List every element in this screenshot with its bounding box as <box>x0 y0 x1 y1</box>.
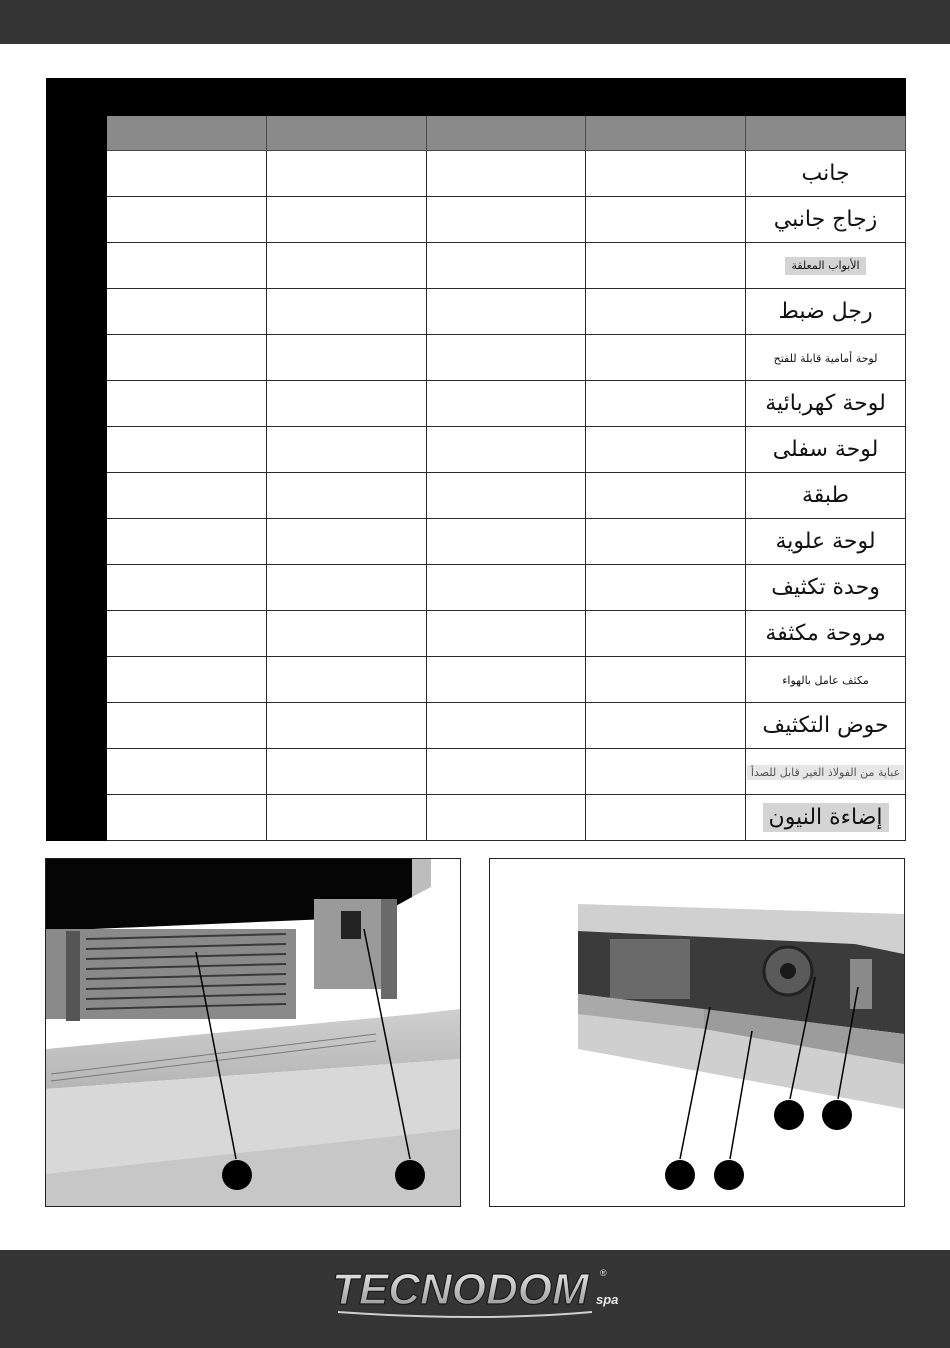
empty-cell <box>267 473 427 519</box>
part-label-cell <box>746 565 906 611</box>
row-number-cell <box>47 657 107 703</box>
empty-cell <box>107 657 267 703</box>
empty-cell <box>107 473 267 519</box>
empty-cell <box>107 749 267 795</box>
empty-cell <box>427 151 586 197</box>
empty-cell <box>427 749 586 795</box>
part-label: لوحة كهربائية <box>765 390 886 416</box>
table-row <box>47 565 906 611</box>
condenser-fan-illustration <box>490 859 904 1206</box>
part-label-cell <box>746 749 906 795</box>
empty-cell <box>427 703 586 749</box>
registered-mark: ® <box>600 1268 607 1278</box>
top-bar <box>0 0 950 44</box>
header-cell <box>586 116 746 151</box>
callout-marker <box>774 1100 804 1130</box>
empty-cell <box>586 427 746 473</box>
empty-cell <box>107 703 267 749</box>
empty-cell <box>586 703 746 749</box>
part-label: حوض التكثيف <box>762 712 889 738</box>
table-row <box>47 335 906 381</box>
empty-cell <box>586 381 746 427</box>
empty-cell <box>107 519 267 565</box>
row-number-cell <box>47 519 107 565</box>
callout-marker <box>665 1160 695 1190</box>
empty-cell <box>107 427 267 473</box>
empty-cell <box>107 611 267 657</box>
empty-cell <box>586 473 746 519</box>
table-row <box>47 611 906 657</box>
empty-cell <box>427 565 586 611</box>
part-label: مكثف عامل بالهواء <box>782 674 869 688</box>
empty-cell <box>267 427 427 473</box>
parts-table <box>46 78 906 841</box>
header-cell <box>746 116 906 151</box>
part-label: الأبواب المعلقة <box>785 257 865 275</box>
callout-marker <box>395 1160 425 1190</box>
header-cell <box>267 116 427 151</box>
table-row <box>47 151 906 197</box>
empty-cell <box>586 197 746 243</box>
header-cell <box>107 116 267 151</box>
callout-marker <box>822 1100 852 1130</box>
part-label: عباية من الفولاذ الغير قابل للصدأ <box>747 765 904 781</box>
part-label: رجل ضبط <box>778 298 873 324</box>
empty-cell <box>427 611 586 657</box>
part-label-cell <box>746 519 906 565</box>
table-row <box>47 749 906 795</box>
row-number-cell <box>47 289 107 335</box>
empty-cell <box>107 289 267 335</box>
empty-cell <box>427 381 586 427</box>
condenser-unit-illustration <box>46 859 460 1206</box>
part-label: وحدة تكثيف <box>771 574 880 600</box>
empty-cell <box>107 335 267 381</box>
empty-cell <box>586 519 746 565</box>
table-title-bar <box>47 79 906 116</box>
empty-cell <box>107 243 267 289</box>
empty-cell <box>107 795 267 841</box>
empty-cell <box>267 749 427 795</box>
table-row <box>47 519 906 565</box>
row-number-cell <box>47 243 107 289</box>
table-row <box>47 289 906 335</box>
part-label-cell <box>746 197 906 243</box>
empty-cell <box>427 473 586 519</box>
brand-name: TECNODOM <box>332 1265 589 1314</box>
callout-marker <box>222 1160 252 1190</box>
part-label-cell <box>746 657 906 703</box>
row-number-cell <box>47 473 107 519</box>
empty-cell <box>427 427 586 473</box>
empty-cell <box>267 565 427 611</box>
empty-cell <box>267 795 427 841</box>
part-label: طبقة <box>801 482 850 508</box>
empty-cell <box>586 565 746 611</box>
brand-logo-graphic <box>330 1262 630 1322</box>
empty-cell <box>427 289 586 335</box>
empty-cell <box>107 565 267 611</box>
table-row <box>47 381 906 427</box>
empty-cell <box>427 519 586 565</box>
empty-cell <box>586 611 746 657</box>
empty-cell <box>586 243 746 289</box>
tecnodom-logo <box>330 1262 630 1322</box>
part-label-cell <box>746 427 906 473</box>
empty-cell <box>427 243 586 289</box>
brand-suffix: spa <box>596 1292 619 1307</box>
empty-cell <box>267 197 427 243</box>
empty-cell <box>586 335 746 381</box>
row-number-cell <box>47 151 107 197</box>
empty-cell <box>267 151 427 197</box>
table-row <box>47 197 906 243</box>
part-label-cell <box>746 611 906 657</box>
empty-cell <box>267 243 427 289</box>
callout-marker <box>714 1160 744 1190</box>
empty-cell <box>267 289 427 335</box>
row-number-cell <box>47 703 107 749</box>
row-number-cell <box>47 427 107 473</box>
empty-cell <box>267 703 427 749</box>
part-label-cell <box>746 151 906 197</box>
row-number-cell <box>47 795 107 841</box>
table-row <box>47 703 906 749</box>
empty-cell <box>267 611 427 657</box>
table-row <box>47 473 906 519</box>
row-number-cell <box>47 197 107 243</box>
table-row <box>47 657 906 703</box>
table-row <box>47 427 906 473</box>
part-label: إضاءة النيون <box>763 803 889 832</box>
table-header-row <box>47 116 906 151</box>
part-label-cell <box>746 335 906 381</box>
empty-cell <box>267 519 427 565</box>
part-label: لوحة علوية <box>775 528 876 554</box>
row-number-cell <box>47 611 107 657</box>
condenser-photo-left <box>45 858 461 1207</box>
table-row <box>47 243 906 289</box>
part-label: زجاج جانبي <box>773 206 878 232</box>
empty-cell <box>586 657 746 703</box>
empty-cell <box>586 289 746 335</box>
header-cell <box>427 116 586 151</box>
empty-cell <box>586 795 746 841</box>
row-number-cell <box>47 381 107 427</box>
row-number-cell <box>47 335 107 381</box>
part-label-cell <box>746 795 906 841</box>
row-number-cell <box>47 565 107 611</box>
empty-cell <box>107 151 267 197</box>
part-label-cell <box>746 473 906 519</box>
part-label: لوحة أمامية قابلة للفتح <box>773 352 878 366</box>
empty-cell <box>267 657 427 703</box>
empty-cell <box>427 197 586 243</box>
empty-cell <box>427 795 586 841</box>
part-label: لوحة سفلى <box>772 436 879 462</box>
empty-cell <box>107 197 267 243</box>
empty-cell <box>586 749 746 795</box>
header-number-cell <box>47 116 107 151</box>
empty-cell <box>107 381 267 427</box>
empty-cell <box>586 151 746 197</box>
part-label-cell <box>746 243 906 289</box>
part-label-cell <box>746 289 906 335</box>
empty-cell <box>427 657 586 703</box>
empty-cell <box>267 335 427 381</box>
table-row <box>47 795 906 841</box>
part-label-cell <box>746 381 906 427</box>
empty-cell <box>267 381 427 427</box>
row-number-cell <box>47 749 107 795</box>
empty-cell <box>427 335 586 381</box>
condenser-photo-right <box>489 858 905 1207</box>
part-label-cell <box>746 703 906 749</box>
part-label: جانب <box>801 160 850 186</box>
part-label: مروحة مكثفة <box>765 620 886 646</box>
